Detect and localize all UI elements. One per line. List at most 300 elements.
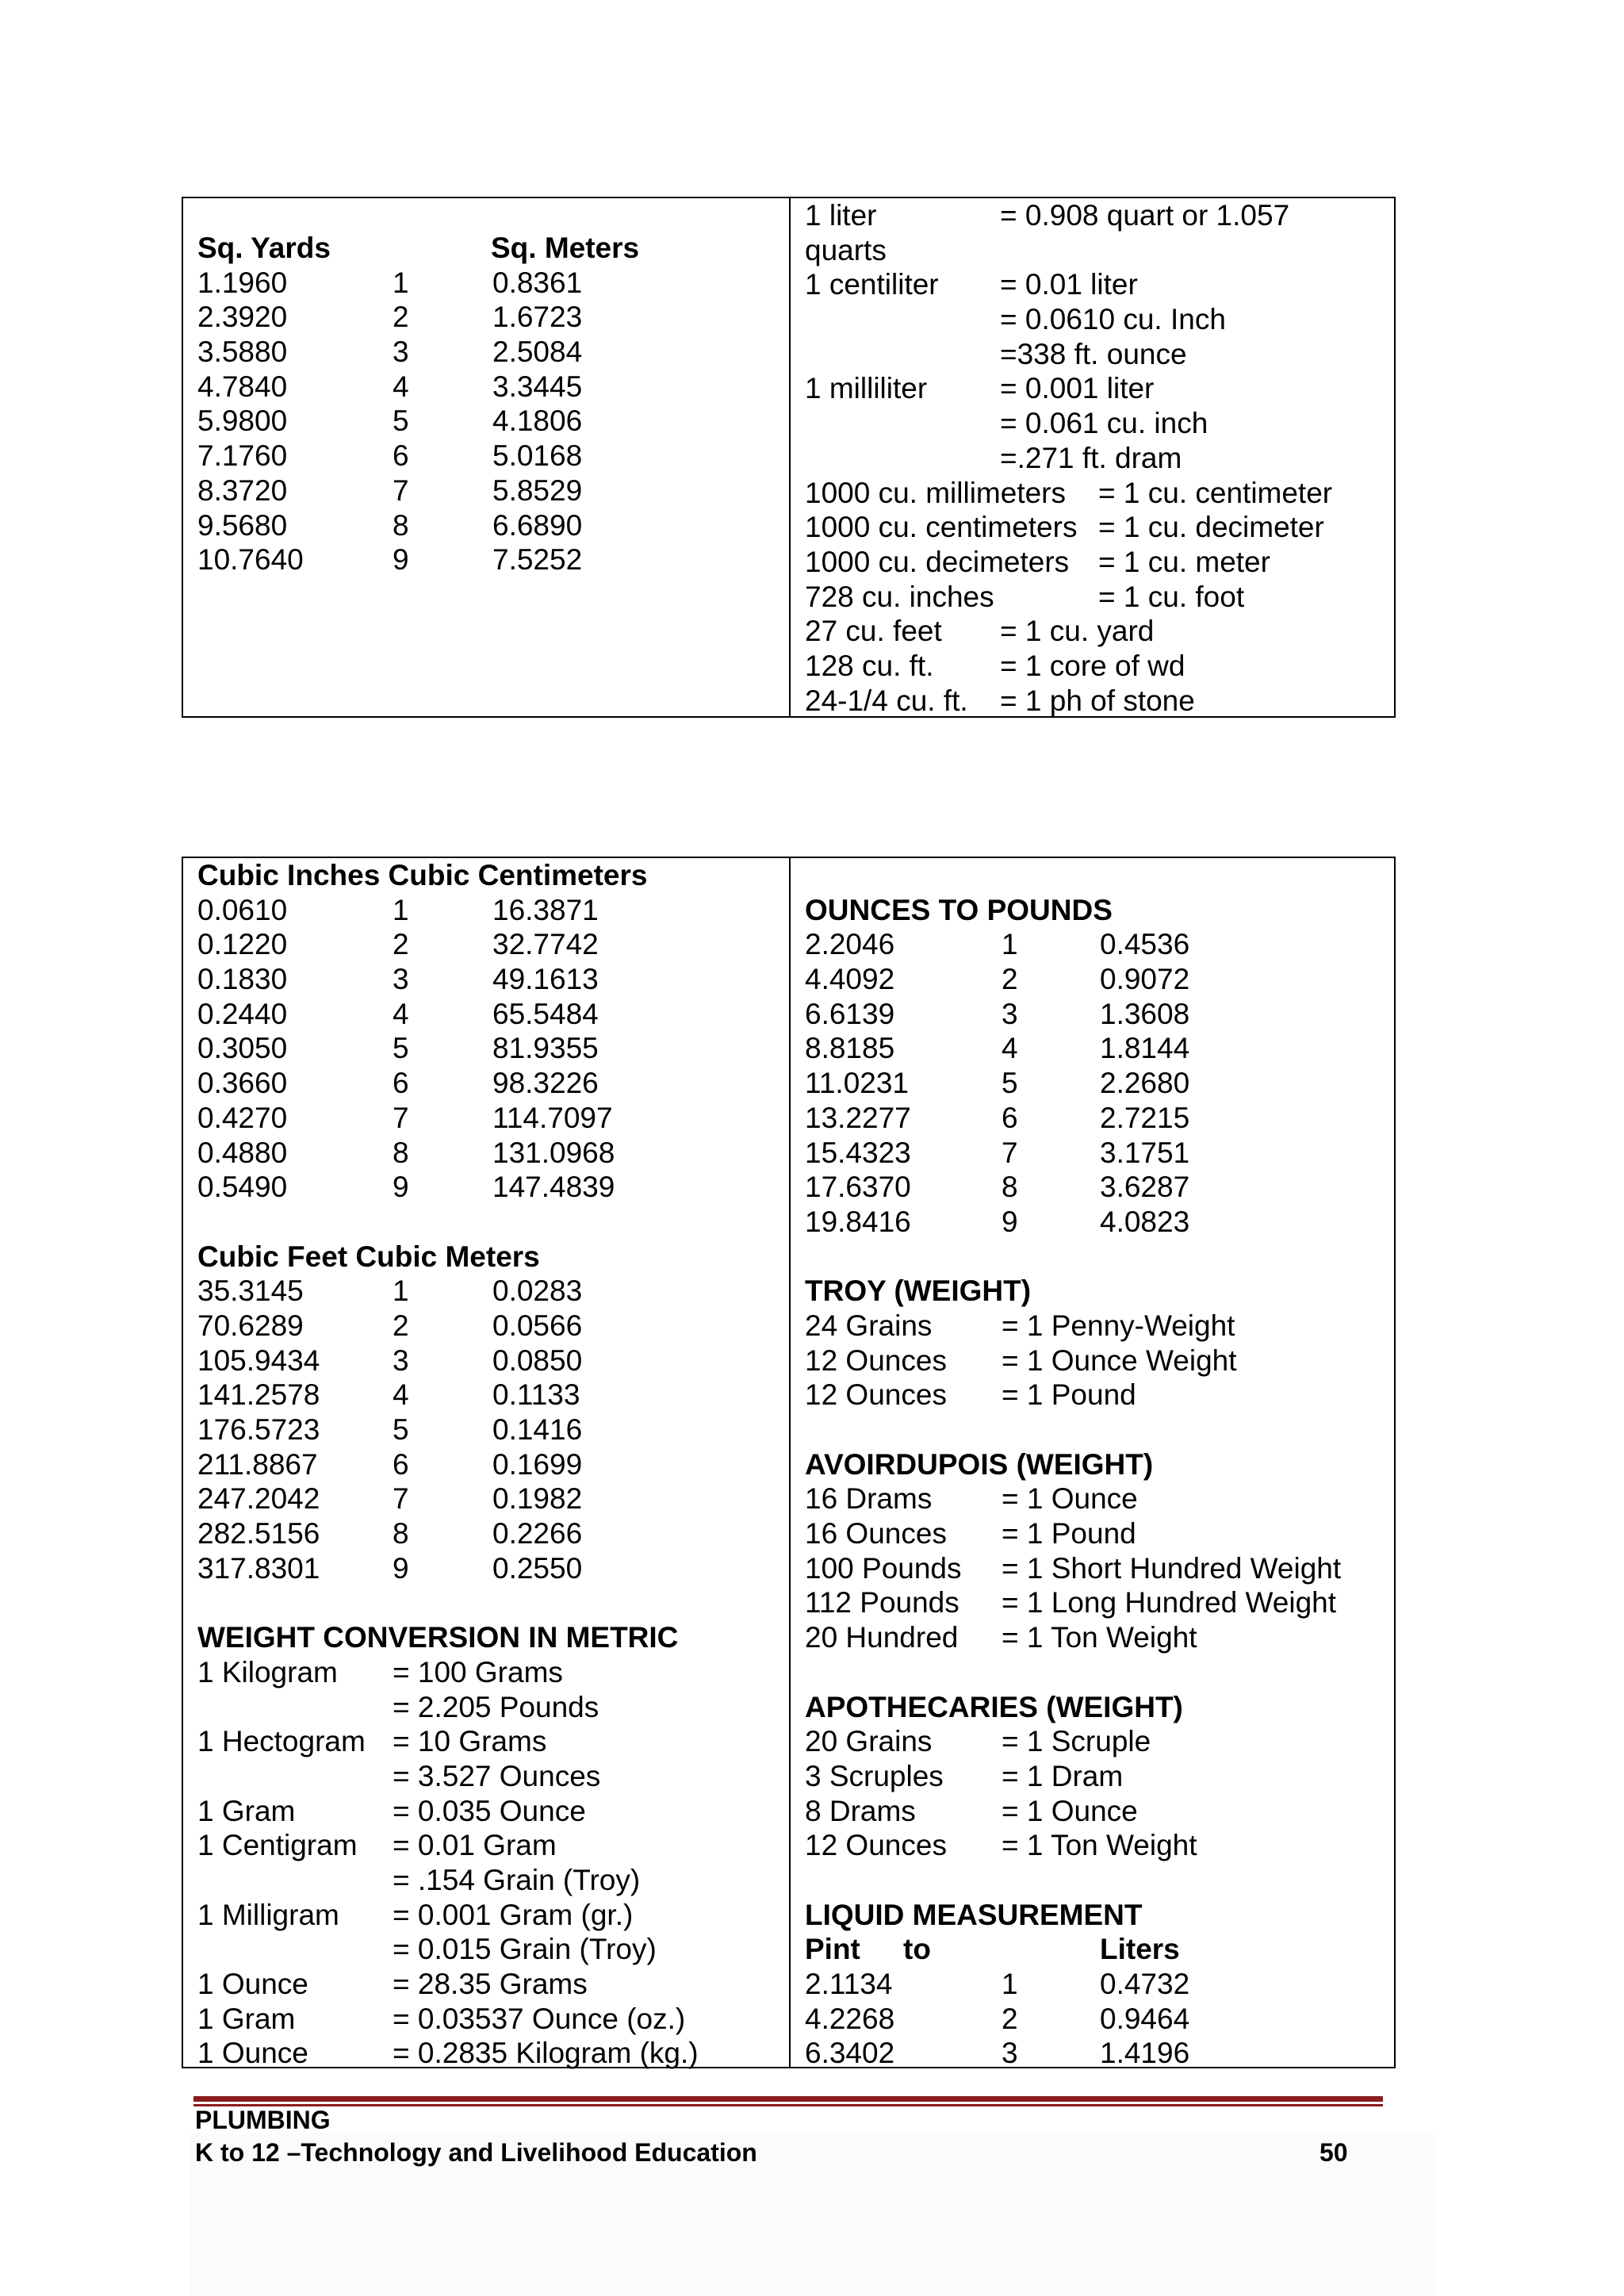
spacer bbox=[805, 1655, 1394, 1690]
cubic-inches-rows bbox=[197, 893, 789, 1205]
sq-conversion-row bbox=[197, 300, 789, 335]
sq-conversion-cell: 3 bbox=[393, 335, 409, 369]
liquid-measure-cell: 4.2268 bbox=[805, 2002, 895, 2035]
weight-conversion-cell: 1 Hectogram bbox=[197, 1725, 366, 1758]
weight-conversion-cell: = 100 Grams bbox=[393, 1655, 563, 1688]
ounces-to-pounds-cell: 5 bbox=[1002, 1067, 1018, 1100]
volume-equivalent-row bbox=[805, 371, 1394, 406]
volume-equivalent-cell: 1 liter bbox=[805, 199, 877, 232]
ounces-to-pounds-cell: 2.2680 bbox=[1100, 1067, 1190, 1100]
cubic-feet-row bbox=[197, 1412, 789, 1447]
cubic-inches-cell: 0.0610 bbox=[197, 893, 288, 926]
troy-rows bbox=[805, 1309, 1394, 1412]
left-column-cell bbox=[183, 858, 789, 2070]
cubic-inches-title-row bbox=[197, 858, 789, 893]
volume-equivalent-cell: =338 ft. ounce bbox=[1000, 337, 1187, 370]
apothecaries-cell: = 1 Ton Weight bbox=[1002, 1829, 1197, 1862]
ounces-rows bbox=[805, 927, 1394, 1239]
sq-yards-meters-cell bbox=[183, 198, 789, 716]
cubic-feet-cell: 176.5723 bbox=[197, 1413, 320, 1446]
apothecaries-weight-title: APOTHECARIES (WEIGHT) bbox=[805, 1690, 1183, 1723]
cubic-inches-cell: 4 bbox=[393, 997, 409, 1030]
weight-conversion-row bbox=[197, 1967, 789, 2002]
weight-conversion-cell: 1 Centigram bbox=[197, 1829, 358, 1862]
liquid-measure-row bbox=[805, 2036, 1394, 2071]
sq-conversion-cell: 9.5680 bbox=[197, 508, 288, 542]
sq-conversion-cell: 1.1960 bbox=[197, 266, 288, 299]
sq-conversion-row bbox=[197, 508, 789, 543]
avoirdupois-rows bbox=[805, 1481, 1394, 1654]
volume-equivalent-cell: quarts bbox=[805, 233, 887, 266]
cubic-inches-row bbox=[197, 1136, 789, 1171]
volume-equivalent-row bbox=[805, 476, 1394, 511]
volume-equivalent-cell: = 1 cu. centimeter bbox=[1098, 476, 1333, 509]
weight-conversion-row bbox=[197, 1863, 789, 1898]
sq-conversion-row bbox=[197, 404, 789, 439]
sq-conversion-cell: 4 bbox=[393, 370, 409, 403]
avoirdupois-cell: 20 Hundred bbox=[805, 1621, 959, 1654]
liquid-header-liters: Liters bbox=[1100, 1933, 1180, 1966]
volume-equivalent-cell: = 1 ph of stone bbox=[1000, 684, 1195, 717]
ounces-to-pounds-row bbox=[805, 1031, 1394, 1066]
apothecaries-rows bbox=[805, 1724, 1394, 1863]
cubic-inches-cell: 0.5490 bbox=[197, 1171, 288, 1204]
cubic-feet-row bbox=[197, 1343, 789, 1378]
volume-equivalent-row bbox=[805, 441, 1394, 476]
volume-rows bbox=[805, 198, 1394, 718]
sq-conversion-cell: 3.3445 bbox=[492, 370, 583, 403]
liquid-measure-cell: 0.9464 bbox=[1100, 2002, 1190, 2035]
weight-conversion-row bbox=[197, 1898, 789, 1933]
cubic-feet-cell: 35.3145 bbox=[197, 1274, 304, 1308]
cubic-feet-cell: 0.0566 bbox=[492, 1309, 583, 1342]
sq-conversion-cell: 6 bbox=[393, 439, 409, 473]
cubic-feet-cell: 0.1699 bbox=[492, 1447, 583, 1481]
ounces-to-pounds-cell: 17.6370 bbox=[805, 1171, 911, 1204]
volume-equivalent-row bbox=[805, 198, 1394, 233]
weight-title-row bbox=[197, 1620, 789, 1655]
ounces-to-pounds-cell: 9 bbox=[1002, 1205, 1018, 1238]
liquid-rows bbox=[805, 1967, 1394, 2071]
volume-equivalent-cell: 1 centiliter bbox=[805, 268, 939, 301]
volume-equivalent-row bbox=[805, 406, 1394, 441]
avoirdupois-cell: = 1 Long Hundred Weight bbox=[1002, 1586, 1337, 1619]
cubic-feet-cell: 5 bbox=[393, 1413, 409, 1446]
weight-conversion-cell: 1 Milligram bbox=[197, 1898, 339, 1931]
cubic-feet-row bbox=[197, 1447, 789, 1482]
avoirdupois-row bbox=[805, 1585, 1394, 1620]
cubic-inches-cell: 7 bbox=[393, 1101, 409, 1134]
ounces-to-pounds-cell: 15.4323 bbox=[805, 1136, 911, 1169]
sq-conversion-cell: 2 bbox=[393, 301, 409, 334]
volume-equivalent-row bbox=[805, 233, 1394, 268]
weight-conversion-cell: = 2.205 Pounds bbox=[393, 1690, 599, 1723]
volume-equivalent-cell: = 0.908 quart or 1.057 bbox=[1000, 199, 1290, 232]
volume-equivalent-cell: 27 cu. feet bbox=[805, 615, 942, 648]
cubic-feet-row bbox=[197, 1378, 789, 1412]
cubic-feet-cell: 0.0850 bbox=[492, 1343, 583, 1377]
volume-equivalent-cell: = 1 cu. foot bbox=[1098, 580, 1245, 613]
troy-weight-cell: = 1 Pound bbox=[1002, 1378, 1136, 1412]
ounces-to-pounds-row bbox=[805, 1066, 1394, 1101]
cubic-inches-cell: 0.2440 bbox=[197, 997, 288, 1030]
page-number: 50 bbox=[1320, 2138, 1348, 2167]
spacer bbox=[805, 1240, 1394, 1274]
troy-weight-cell: 24 Grains bbox=[805, 1309, 933, 1342]
cubic-inches-row bbox=[197, 927, 789, 962]
ounces-to-pounds-cell: 4.4092 bbox=[805, 963, 895, 996]
weight-conversion-row bbox=[197, 1759, 789, 1794]
bottom-conversion-table bbox=[182, 857, 1396, 2068]
ounces-to-pounds-cell: 13.2277 bbox=[805, 1101, 911, 1134]
cubic-inches-cell: 98.3226 bbox=[492, 1067, 599, 1100]
cubic-inches-cell: 9 bbox=[393, 1171, 409, 1204]
sq-conversion-row bbox=[197, 542, 789, 577]
ounces-to-pounds-cell: 0.4536 bbox=[1100, 928, 1190, 961]
ounces-to-pounds-cell: 1.3608 bbox=[1100, 997, 1190, 1030]
weight-rows bbox=[197, 1655, 789, 2071]
avoirdupois-cell: 16 Ounces bbox=[805, 1517, 947, 1550]
sq-conversion-cell: 7.1760 bbox=[197, 439, 288, 473]
volume-equivalent-cell: 1 milliliter bbox=[805, 372, 928, 405]
volume-equivalent-cell: =.271 ft. dram bbox=[1000, 441, 1182, 474]
volume-equivalent-cell: 128 cu. ft. bbox=[805, 649, 934, 682]
sq-conversion-cell: 4.1806 bbox=[492, 404, 583, 438]
sq-conversion-row bbox=[197, 335, 789, 370]
sq-conversion-cell: 6.6890 bbox=[492, 508, 583, 542]
liquid-measurement-title: LIQUID MEASUREMENT bbox=[805, 1898, 1143, 1931]
spacer bbox=[805, 1863, 1394, 1898]
cubic-feet-cell: 211.8867 bbox=[197, 1447, 318, 1481]
ounces-to-pounds-cell: 6.6139 bbox=[805, 997, 895, 1030]
weight-conversion-row bbox=[197, 1724, 789, 1759]
cubic-inches-cell: 114.7097 bbox=[492, 1101, 613, 1134]
cubic-feet-cell: 3 bbox=[393, 1343, 409, 1377]
sq-conversion-row bbox=[197, 439, 789, 473]
weight-conversion-row bbox=[197, 1690, 789, 1725]
cubic-feet-cell: 6 bbox=[393, 1447, 409, 1481]
volume-equivalent-cell: 1000 cu. decimeters bbox=[805, 545, 1070, 578]
spacer bbox=[805, 1412, 1394, 1447]
ounces-to-pounds-cell: 19.8416 bbox=[805, 1205, 911, 1238]
volume-equivalents-cell bbox=[789, 198, 1394, 716]
cubic-feet-cell: 4 bbox=[393, 1378, 409, 1412]
sq-yards-header: Sq. Yards bbox=[197, 232, 331, 264]
cubic-feet-cell: 0.1416 bbox=[492, 1413, 583, 1446]
cubic-inches-row bbox=[197, 1170, 789, 1205]
apothecaries-row bbox=[805, 1828, 1394, 1863]
avoirdupois-row bbox=[805, 1481, 1394, 1516]
cubic-feet-cell: 247.2042 bbox=[197, 1482, 320, 1516]
cubic-inches-title: Cubic Inches Cubic Centimeters bbox=[197, 859, 648, 891]
volume-equivalent-cell: = 0.01 liter bbox=[1000, 268, 1138, 301]
footer-course: K to 12 –Technology and Livelihood Education bbox=[195, 2138, 757, 2167]
cubic-inches-cell: 16.3871 bbox=[492, 893, 599, 926]
liquid-title-row bbox=[805, 1898, 1394, 1933]
volume-equivalent-row bbox=[805, 267, 1394, 302]
ounces-to-pounds-cell: 4.0823 bbox=[1100, 1205, 1190, 1238]
ounces-to-pounds-row bbox=[805, 997, 1394, 1032]
cubic-inches-cell: 0.1220 bbox=[197, 928, 288, 961]
ounces-to-pounds-cell: 4 bbox=[1002, 1032, 1018, 1065]
sq-conversion-cell: 2.5084 bbox=[492, 335, 583, 369]
ounces-to-pounds-cell: 0.9072 bbox=[1100, 963, 1190, 996]
ounces-to-pounds-cell: 2.2046 bbox=[805, 928, 895, 961]
avoirdupois-cell: = 1 Ounce bbox=[1002, 1482, 1138, 1516]
cubic-inches-cell: 0.1830 bbox=[197, 963, 288, 996]
weight-conversion-cell: = 3.527 Ounces bbox=[393, 1759, 601, 1792]
volume-equivalent-cell: = 1 cu. yard bbox=[1000, 615, 1155, 648]
ounces-title-row bbox=[805, 893, 1394, 928]
troy-weight-row bbox=[805, 1343, 1394, 1378]
liquid-measure-cell: 2.1134 bbox=[805, 1968, 893, 2000]
troy-weight-cell: = 1 Penny-Weight bbox=[1002, 1309, 1235, 1342]
apothecaries-row bbox=[805, 1724, 1394, 1759]
cubic-feet-cell: 7 bbox=[393, 1482, 409, 1516]
weight-conversion-cell: = 0.015 Grain (Troy) bbox=[393, 1933, 657, 1966]
cubic-inches-row bbox=[197, 1031, 789, 1066]
apothecaries-cell: 8 Drams bbox=[805, 1794, 916, 1827]
cubic-inches-row bbox=[197, 962, 789, 997]
ounces-to-pounds-row bbox=[805, 1205, 1394, 1240]
weight-conversion-row bbox=[197, 2002, 789, 2037]
sq-conversion-cell: 5.9800 bbox=[197, 404, 288, 438]
weight-conversion-cell: 1 Kilogram bbox=[197, 1655, 338, 1688]
apothecaries-cell: = 1 Scruple bbox=[1002, 1725, 1151, 1758]
sq-conversion-cell: 7.5252 bbox=[492, 543, 583, 577]
weight-conversion-cell: = 0.2835 Kilogram (kg.) bbox=[393, 2037, 699, 2070]
cubic-feet-cell: 0.2266 bbox=[492, 1517, 583, 1550]
ounces-to-pounds-row bbox=[805, 1101, 1394, 1136]
apothecaries-cell: 12 Ounces bbox=[805, 1829, 947, 1862]
sq-conversion-cell: 2.3920 bbox=[197, 301, 288, 334]
volume-equivalent-cell: = 0.001 liter bbox=[1000, 372, 1155, 405]
apothecaries-row bbox=[805, 1759, 1394, 1794]
cubic-feet-cell: 141.2578 bbox=[197, 1378, 320, 1412]
ounces-to-pounds-row bbox=[805, 1170, 1394, 1205]
cubic-inches-cell: 2 bbox=[393, 928, 409, 961]
sq-conversion-cell: 10.7640 bbox=[197, 543, 304, 577]
cubic-inches-cell: 6 bbox=[393, 1067, 409, 1100]
footer-rule bbox=[193, 2096, 1383, 2102]
sq-conversion-cell: 3.5880 bbox=[197, 335, 288, 369]
cubic-inches-cell: 81.9355 bbox=[492, 1032, 599, 1065]
ounces-to-pounds-cell: 3.1751 bbox=[1100, 1136, 1190, 1169]
avoir-title-row bbox=[805, 1447, 1394, 1482]
volume-equivalent-row bbox=[805, 510, 1394, 545]
avoirdupois-cell: 16 Drams bbox=[805, 1482, 933, 1516]
top-conversion-table bbox=[182, 197, 1396, 718]
cubic-inches-row bbox=[197, 997, 789, 1032]
avoirdupois-row bbox=[805, 1620, 1394, 1655]
footer-subject: PLUMBING bbox=[195, 2106, 331, 2134]
cubic-feet-row bbox=[197, 1309, 789, 1343]
volume-equivalent-row bbox=[805, 614, 1394, 649]
weight-conversion-row bbox=[197, 1828, 789, 1863]
ounces-to-pounds-row bbox=[805, 1136, 1394, 1171]
cubic-inches-cell: 5 bbox=[393, 1032, 409, 1065]
cubic-feet-cell: 105.9434 bbox=[197, 1343, 320, 1377]
avoirdupois-cell: = 1 Ton Weight bbox=[1002, 1621, 1197, 1654]
weight-conversion-row bbox=[197, 2036, 789, 2071]
weight-conversion-cell: 1 Gram bbox=[197, 1794, 296, 1827]
volume-equivalent-cell: = 0.061 cu. inch bbox=[1000, 407, 1208, 440]
ounces-to-pounds-cell: 11.0231 bbox=[805, 1067, 909, 1100]
troy-weight-cell: = 1 Ounce Weight bbox=[1002, 1343, 1237, 1377]
cubic-inches-row bbox=[197, 893, 789, 928]
ounces-to-pounds-cell: 8.8185 bbox=[805, 1032, 895, 1065]
weight-conversion-cell: = 28.35 Grams bbox=[393, 1968, 588, 2000]
avoirdupois-cell: = 1 Short Hundred Weight bbox=[1002, 1551, 1342, 1585]
cubic-inches-cell: 131.0968 bbox=[492, 1136, 615, 1169]
volume-equivalent-cell: 1000 cu. millimeters bbox=[805, 476, 1067, 509]
ounces-to-pounds-cell: 1 bbox=[1002, 928, 1018, 961]
cubic-inches-cell: 32.7742 bbox=[492, 928, 599, 961]
cubic-inches-cell: 8 bbox=[393, 1136, 409, 1169]
sq-conversion-row bbox=[197, 473, 789, 508]
cubic-feet-cell: 0.1133 bbox=[492, 1378, 580, 1412]
ounces-to-pounds-row bbox=[805, 927, 1394, 962]
weight-conversion-cell: = 0.035 Ounce bbox=[393, 1794, 586, 1827]
weight-conversion-cell: = .154 Grain (Troy) bbox=[393, 1863, 641, 1896]
ounces-to-pounds-cell: 3.6287 bbox=[1100, 1171, 1190, 1204]
weight-conversion-cell: 1 Gram bbox=[197, 2002, 296, 2035]
sq-meters-header: Sq. Meters bbox=[491, 232, 640, 264]
cubic-feet-cell: 2 bbox=[393, 1309, 409, 1342]
ounces-to-pounds-cell: 2.7215 bbox=[1100, 1101, 1190, 1134]
volume-equivalent-cell: = 1 core of wd bbox=[1000, 649, 1185, 682]
volume-equivalent-row bbox=[805, 302, 1394, 337]
ounces-to-pounds-cell: 1.8144 bbox=[1100, 1032, 1190, 1065]
weight-conversion-cell: 1 Ounce bbox=[197, 2037, 308, 2070]
weight-conversion-row bbox=[197, 1932, 789, 1967]
volume-equivalent-row bbox=[805, 649, 1394, 684]
liquid-measure-row bbox=[805, 1967, 1394, 2002]
sq-conversion-cell: 0.8361 bbox=[492, 266, 583, 299]
volume-equivalent-cell: 728 cu. inches bbox=[805, 580, 994, 613]
cubic-feet-cell: 0.2550 bbox=[492, 1551, 583, 1585]
cubic-inches-row bbox=[197, 1066, 789, 1101]
cubic-feet-rows bbox=[197, 1274, 789, 1585]
cubic-feet-cell: 0.0283 bbox=[492, 1274, 583, 1308]
liquid-measure-cell: 3 bbox=[1002, 2037, 1018, 2070]
weight-conversion-cell: = 10 Grams bbox=[393, 1725, 547, 1758]
sq-conversion-cell: 4.7840 bbox=[197, 370, 288, 403]
avoirdupois-weight-title: AVOIRDUPOIS (WEIGHT) bbox=[805, 1447, 1154, 1481]
liquid-measure-cell: 1 bbox=[1002, 1968, 1018, 2000]
cubic-inches-cell: 147.4839 bbox=[492, 1171, 615, 1204]
weight-conversion-cell: = 0.01 Gram bbox=[393, 1829, 557, 1862]
footer-rule-thin bbox=[193, 2104, 1383, 2106]
sq-conversion-cell: 5.8529 bbox=[492, 473, 583, 507]
avoirdupois-row bbox=[805, 1551, 1394, 1586]
weight-conversion-title: WEIGHT CONVERSION IN METRIC bbox=[197, 1621, 679, 1654]
ounces-to-pounds-cell: 2 bbox=[1002, 963, 1018, 996]
cubic-feet-cell: 282.5156 bbox=[197, 1517, 320, 1550]
cubic-feet-row bbox=[197, 1516, 789, 1551]
cubic-feet-row bbox=[197, 1481, 789, 1516]
volume-equivalent-row bbox=[805, 684, 1394, 719]
cubic-feet-cell: 8 bbox=[393, 1517, 409, 1550]
cubic-feet-cell: 0.1982 bbox=[492, 1482, 583, 1516]
apothecaries-row bbox=[805, 1794, 1394, 1829]
volume-equivalent-row bbox=[805, 337, 1394, 372]
cubic-feet-title: Cubic Feet Cubic Meters bbox=[197, 1240, 540, 1273]
liquid-measure-cell: 2 bbox=[1002, 2002, 1018, 2035]
cubic-feet-title-row bbox=[197, 1240, 789, 1274]
volume-equivalent-cell: = 0.0610 cu. Inch bbox=[1000, 303, 1226, 336]
avoirdupois-cell: 112 Pounds bbox=[805, 1586, 959, 1619]
ounces-to-pounds-row bbox=[805, 962, 1394, 997]
volume-equivalent-cell: 24-1/4 cu. ft. bbox=[805, 684, 968, 717]
volume-equivalent-cell: = 1 cu. decimeter bbox=[1098, 511, 1324, 544]
liquid-header-to: to bbox=[903, 1933, 931, 1966]
troy-title-row bbox=[805, 1274, 1394, 1309]
sq-conversion-row bbox=[197, 370, 789, 404]
right-column-cell bbox=[789, 858, 1394, 2070]
volume-equivalent-row bbox=[805, 545, 1394, 580]
sq-header-row bbox=[197, 231, 789, 266]
liquid-header-row bbox=[805, 1932, 1394, 1967]
troy-weight-row bbox=[805, 1309, 1394, 1343]
sq-conversion-cell: 8.3720 bbox=[197, 473, 288, 507]
cubic-inches-cell: 0.4880 bbox=[197, 1136, 288, 1169]
cubic-inches-cell: 1 bbox=[393, 893, 409, 926]
apothecaries-cell: 20 Grains bbox=[805, 1725, 933, 1758]
spacer bbox=[197, 1205, 789, 1240]
cubic-inches-cell: 3 bbox=[393, 963, 409, 996]
apoth-title-row bbox=[805, 1690, 1394, 1725]
sq-conversion-cell: 5 bbox=[393, 404, 409, 438]
cubic-inches-cell: 49.1613 bbox=[492, 963, 599, 996]
liquid-measure-row bbox=[805, 2002, 1394, 2037]
liquid-header-pint: Pint bbox=[805, 1933, 860, 1966]
weight-conversion-cell: = 0.03537 Ounce (oz.) bbox=[393, 2002, 686, 2035]
avoirdupois-row bbox=[805, 1516, 1394, 1551]
ounces-to-pounds-cell: 7 bbox=[1002, 1136, 1018, 1169]
ounces-to-pounds-title: OUNCES TO POUNDS bbox=[805, 893, 1113, 926]
weight-conversion-row bbox=[197, 1794, 789, 1829]
sq-conversion-cell: 1 bbox=[393, 266, 409, 299]
troy-weight-row bbox=[805, 1378, 1394, 1412]
sq-conversion-cell: 5.0168 bbox=[492, 439, 583, 473]
weight-conversion-cell: 1 Ounce bbox=[197, 1968, 308, 2000]
apothecaries-cell: = 1 Ounce bbox=[1002, 1794, 1138, 1827]
ounces-to-pounds-cell: 3 bbox=[1002, 997, 1018, 1030]
cubic-feet-cell: 1 bbox=[393, 1274, 409, 1308]
avoirdupois-cell: 100 Pounds bbox=[805, 1551, 962, 1585]
volume-equivalent-cell: = 1 cu. meter bbox=[1098, 545, 1270, 578]
avoirdupois-cell: = 1 Pound bbox=[1002, 1517, 1136, 1550]
sq-conversion-row bbox=[197, 266, 789, 301]
volume-equivalent-cell: 1000 cu. centimeters bbox=[805, 511, 1078, 544]
cubic-inches-cell: 65.5484 bbox=[492, 997, 599, 1030]
apothecaries-cell: 3 Scruples bbox=[805, 1759, 944, 1792]
weight-conversion-row bbox=[197, 1655, 789, 1690]
liquid-measure-cell: 1.4196 bbox=[1100, 2037, 1190, 2070]
sq-conversion-cell: 7 bbox=[393, 473, 409, 507]
sq-rows bbox=[197, 266, 789, 577]
cubic-feet-cell: 9 bbox=[393, 1551, 409, 1585]
liquid-measure-cell: 6.3402 bbox=[805, 2037, 895, 2070]
spacer bbox=[197, 1585, 789, 1620]
cubic-inches-cell: 0.3660 bbox=[197, 1067, 288, 1100]
cubic-feet-cell: 70.6289 bbox=[197, 1309, 304, 1342]
troy-weight-title: TROY (WEIGHT) bbox=[805, 1274, 1032, 1308]
sq-conversion-cell: 1.6723 bbox=[492, 301, 583, 334]
ounces-to-pounds-cell: 6 bbox=[1002, 1101, 1018, 1134]
liquid-measure-cell: 0.4732 bbox=[1100, 1968, 1190, 2000]
